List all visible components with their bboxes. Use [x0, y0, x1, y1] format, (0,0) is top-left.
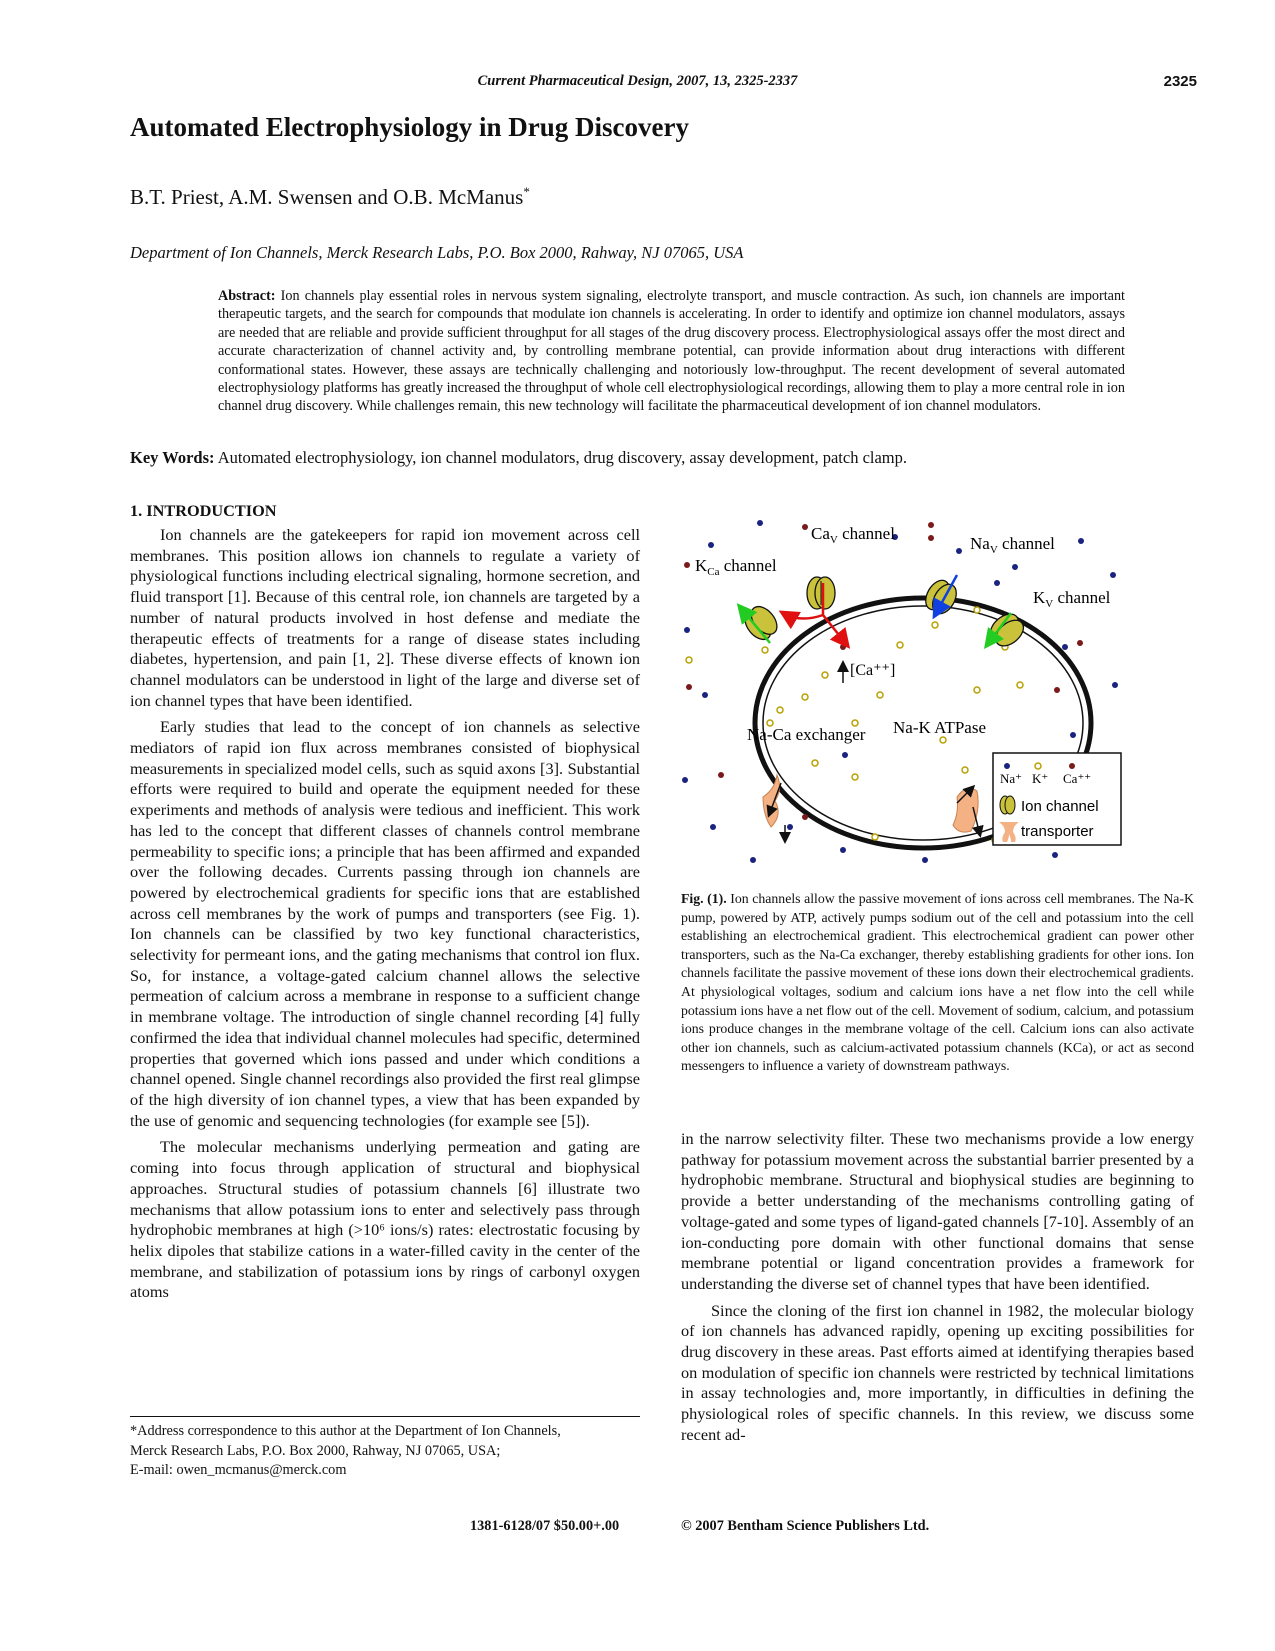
abstract	[218, 287, 1125, 416]
author-list	[130, 184, 530, 210]
affiliation: Department of Ion Channels, Merck Research Labs, P.O. Box 2000, Rahway, NJ 07065, USA	[130, 243, 744, 262]
nav-channel	[921, 576, 961, 618]
caption-label: Fig. (1).	[681, 891, 727, 906]
issn-price: 1381-6128/07 $50.00+.00	[470, 1518, 620, 1534]
legend-na: Na⁺	[1000, 771, 1023, 786]
footnote-rule	[130, 1416, 640, 1417]
body-paragraph: Since the cloning of the first ion channel in 1982, the molecular biology of ion channels has advanced rapidly, opening up exciting possibilities for drug discovery in these areas. Past efforts aimed at identifying therapies based on modulation of specific ion channels were restricted by technical limitations in assay technologies and, more importantly, in difficulties in defining the physiological roles of specific channels. In this review, we discuss some recent ad-	[681, 1300, 1194, 1444]
footnote-email: E-mail: owen_mcmanus@merck.com	[130, 1462, 347, 1478]
footnote-line: Merck Research Labs, P.O. Box 2000, Rahway, NJ 07065, USA;	[130, 1442, 501, 1459]
journal-citation: Current Pharmaceutical Design, 2007, 13, 2325-2337	[477, 73, 798, 89]
naca-label: Na-Ca exchanger	[747, 725, 866, 744]
kv-label: $K_V$ channel	[1033, 588, 1111, 610]
section-heading: 1. INTRODUCTION	[130, 501, 277, 520]
kv-channel	[986, 609, 1029, 651]
body-paragraph: Early studies that lead to the concept of ion channels as selective mediators of rapid ion flux across membranes consisted of biophysical measurements in specialized model cells, such as squid axons [3]. Substantial efforts were required to build and operate the equipment needed for these experiments and methods of analysis were tedious and inefficient. This work has led to the concept that different classes of channels control membrane permeability to specific ions; a principle that has been affirmed and expanded over the following decades. Currents passing through ion channels are powered by electrochemical gradients for specific ions that are established across cell membranes by the work of pumps and transporters (see Fig. 1). Ion channels can be classified by two key functional characteristics, selectivity for permeant ions, and the gating mechanisms that control ion flux. So, for instance, a voltage-gated calcium channel allows the selective permeation of calcium across a membrane in response to a sufficient change in membrane voltage. The introduction of single channel recording [4] fully confirmed the idea that individual channel molecules had specific, determined properties that governed which ions passed and under which conditions a channel opened. Single channel recordings also provided the first real glimpse of the high diversity of ion channel types, a view that has been expanded by the use of genomic and sequencing technologies (for example see [5]).	[130, 717, 640, 1130]
correspondence-footnote	[130, 1422, 650, 1481]
right-column	[681, 1129, 1194, 1452]
cav-label: $Ca_V$ channel	[811, 524, 895, 546]
legend-transporter: transporter	[1021, 823, 1094, 840]
abstract-label: Abstract:	[218, 288, 276, 304]
copyright-notice: © 2007 Bentham Science Publishers Ltd.	[681, 1518, 930, 1534]
ca-concentration-label: [Ca⁺⁺]	[850, 662, 896, 679]
article-title: Automated Electrophysiology in Drug Discovery	[130, 112, 689, 142]
kca-label: $K_{Ca}$ channel	[695, 556, 777, 578]
author-names: B.T. Priest, A.M. Swensen and O.B. McManus	[130, 185, 524, 209]
figure-legend	[993, 753, 1121, 845]
body-paragraph: The molecular mechanisms underlying permeation and gating are coming into focus through application of structural and biophysical approaches. Structural studies of potassium channels [6] illustrate two mechanisms that allow potassium ions to enter and selectively pass through hydrophobic membranes at high (>10⁶ ions/s) rates: electrostatic focusing by helix dipoles that stabilize cations in a water-filled cavity in the center of the membrane, and stabilization of potassium ions by rings of carbonyl oxygen atoms	[130, 1137, 640, 1302]
keywords	[130, 448, 907, 468]
nak-label: Na-K ATPase	[893, 718, 987, 737]
nav-label: $Na_V$ channel	[970, 534, 1055, 556]
figure-caption	[681, 890, 1194, 1076]
ca-activation-arrow	[783, 613, 823, 619]
cell-diagram	[695, 524, 1185, 890]
footnote-line: *Address correspondence to this author at the Department of Ion Channels,	[130, 1423, 561, 1439]
cav-channel	[807, 577, 835, 609]
body-paragraph: in the narrow selectivity filter. These two mechanisms provide a low energy pathway for potassium movement across the substantial barrier presented by a hydrophobic membrane. Structural and biophysical studies are beginning to provide a better understanding of the mechanisms controlling gating of voltage-gated and some types of ligand-gated channels [7-10]. Assembly of an ion-conducting pore domain with other functional domains that sense membrane potential or ligand concentration provides a framework for understanding the diverse set of channel types that have been identified.	[681, 1129, 1194, 1293]
legend-ion-channel: Ion channel	[1021, 798, 1099, 815]
naca-exchanger	[763, 775, 785, 841]
corresponding-author-mark: *	[523, 184, 530, 199]
body-paragraph: Ion channels are the gatekeepers for rapid ion movement across cell membranes. This position allows ion channels to regulate a variety of physiological functions including electrical signaling, hormone secretion, and fluid transport [1]. Because of this central role, ion channels are targeted by a number of natural products involved in host defense and mediate the therapeutic effects of treatments for a range of disease states including diabetes, hypertension, and pain [1, 2]. These diverse effects of known ion channel modulators can be understood in light of the large and diverse set of ion channel types that have been identified.	[130, 525, 640, 710]
kca-channel	[740, 602, 782, 645]
left-column	[130, 525, 640, 1309]
legend-ca: Ca⁺⁺	[1063, 771, 1092, 786]
page-number: 2325	[1163, 73, 1197, 90]
nak-atpase	[953, 787, 980, 835]
abstract-text: Ion channels play essential roles in nervous system signaling, electrolyte transport, and muscle contraction. As such, ion channels are important therapeutic targets, and the search for compounds that modulate ion channels is accelerating. In order to identify and optimize ion channel modulators, assays are needed that are reliable and provide sufficient throughput for all stages of the drug discovery process. Electrophysiological assays offer the most direct and accurate characterization of channel activity and, by controlling membrane potential, can provide information about drug interactions with different conformational states. However, these assays are technically challenging and notoriously low-throughput. The recent development of several automated electrophysiology platforms has greatly increased the throughput of whole cell electrophysiological recordings, allowing them to play a more central role in ion channel drug discovery. While challenges remain, this new technology will facilitate the pharmaceutical development of ion channel modulators.	[218, 288, 1125, 415]
legend-k: K⁺	[1032, 771, 1049, 786]
caption-text: Ion channels allow the passive movement of ions across cell membranes. The Na-K pump, powered by ATP, actively pumps sodium out of the cell and potassium into the cell establishing an electrochemical gradient. This electrochemical gradient can power other transporters, such as the Na-Ca exchanger, thereby establishing gradients for other ions. Ion channels facilitate the passive movement of these ions down their electrochemical gradients. At physiological voltages, sodium and calcium ions have a net flow into the cell while potassium ions have a net flow out of the cell. Movement of sodium, calcium, and potassium ions produce changes in the membrane voltage of the cell. Calcium ions can also activate other ion channels, such as calcium-activated potassium channels (KCa), or act as second messengers to influence a variety of downstream pathways.	[681, 891, 1194, 1074]
keywords-text: Automated electrophysiology, ion channel modulators, drug discovery, assay development, patch clamp.	[217, 448, 908, 467]
keywords-label: Key Words:	[130, 448, 215, 467]
figure-ion-channels	[695, 524, 1185, 890]
